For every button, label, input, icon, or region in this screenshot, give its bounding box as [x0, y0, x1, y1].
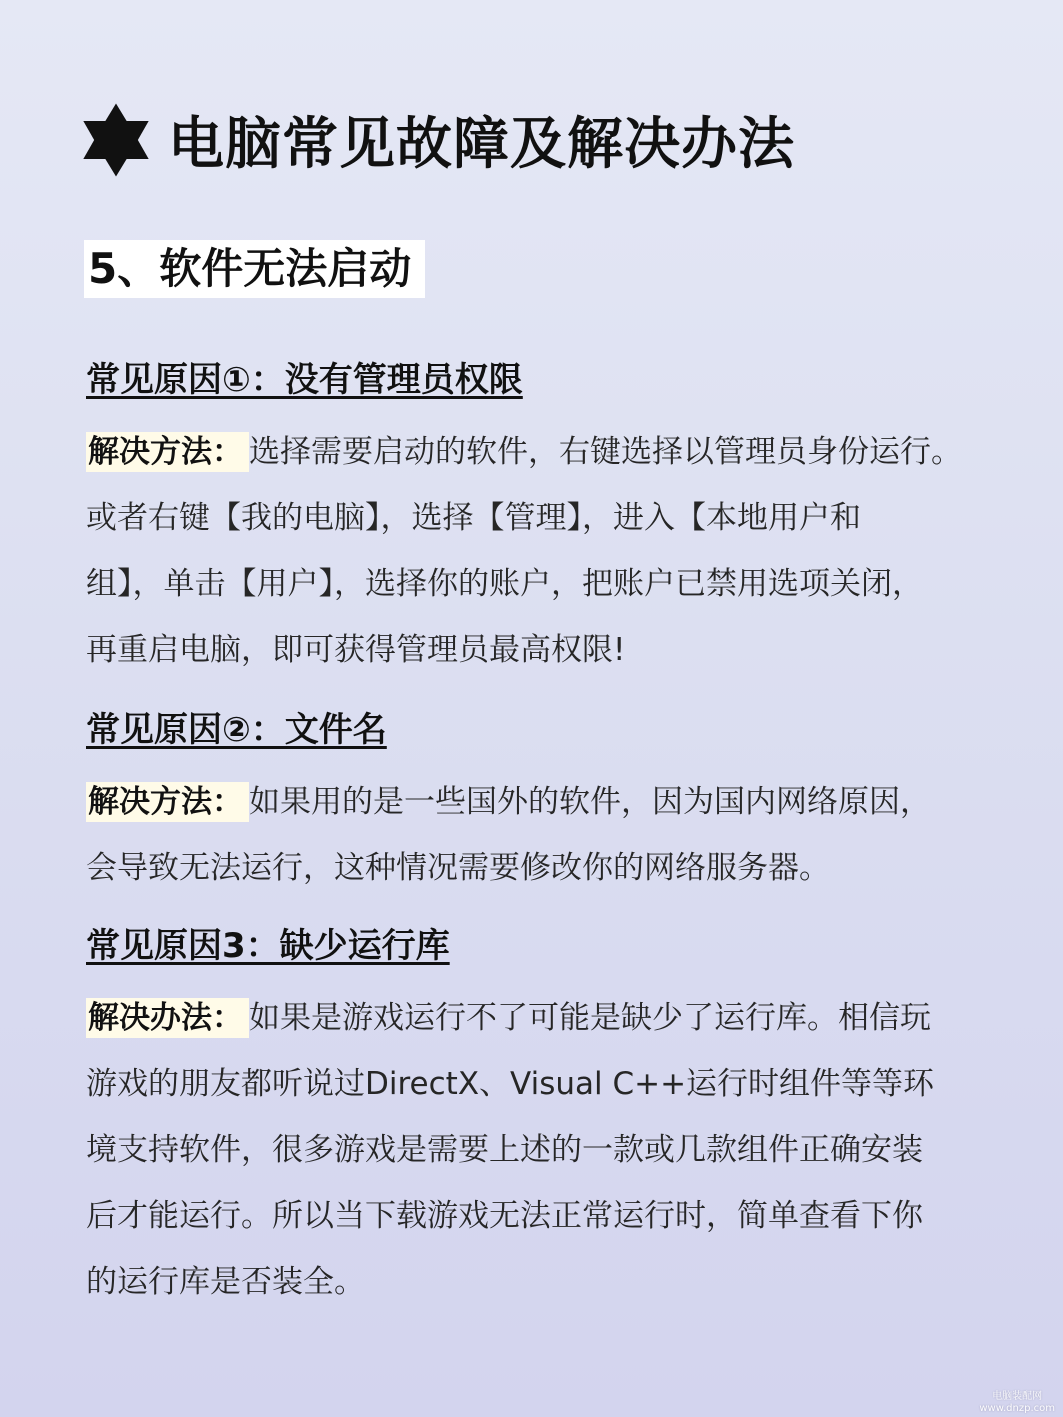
- solution-label: 解决方法：: [86, 782, 249, 822]
- section-title: 5、软件无法启动: [84, 240, 425, 298]
- solution-block-2: [86, 769, 1006, 901]
- watermark-name: 电脑装配网: [992, 1391, 1043, 1402]
- solution-text: 如果是游戏运行不了可能是缺少了运行库。相信玩: [249, 1000, 931, 1036]
- solution-label: 解决办法：: [86, 998, 249, 1038]
- solution-line: 或者右键【我的电脑】，选择【管理】，进入【本地用户和: [86, 500, 861, 536]
- cause-heading-2: 常见原因②：文件名: [86, 710, 387, 750]
- solution-line: 的运行库是否装全。: [86, 1264, 365, 1300]
- solution-line: [86, 769, 1006, 835]
- solution-line: 后才能运行。所以当下载游戏无法正常运行时，简单查看下你: [86, 1198, 923, 1234]
- solution-line: 组】，单击【用户】，选择你的账户，把账户已禁用选项关闭，: [86, 566, 923, 602]
- solution-label: 解决方法：: [86, 432, 249, 472]
- solution-text: 如果用的是一些国外的软件，因为国内网络原因，: [249, 784, 931, 820]
- solution-line: [86, 985, 1006, 1051]
- solution-line: 再重启电脑，即可获得管理员最高权限!: [86, 632, 626, 668]
- solution-line: 会导致无法运行，这种情况需要修改你的网络服务器。: [86, 850, 830, 886]
- solution-block-1: [86, 419, 1006, 683]
- solution-text: 选择需要启动的软件，右键选择以管理员身份运行。: [249, 434, 962, 470]
- six-point-star-icon: [78, 102, 154, 178]
- solution-line: [86, 419, 1006, 485]
- cause-heading-3: 常见原因3：缺少运行库: [86, 926, 450, 966]
- watermark: [979, 1391, 1055, 1415]
- solution-line: 境支持软件，很多游戏是需要上述的一款或几款组件正确安装: [86, 1132, 923, 1168]
- solution-block-3: [86, 985, 1006, 1315]
- title-row: [78, 100, 795, 180]
- cause-heading-1: 常见原因①：没有管理员权限: [86, 360, 523, 400]
- watermark-site: www.dnzp.com: [979, 1403, 1055, 1414]
- solution-line: 游戏的朋友都听说过DirectX、Visual C++运行时组件等等环: [86, 1066, 935, 1102]
- page-title: 电脑常见故障及解决办法: [168, 112, 795, 177]
